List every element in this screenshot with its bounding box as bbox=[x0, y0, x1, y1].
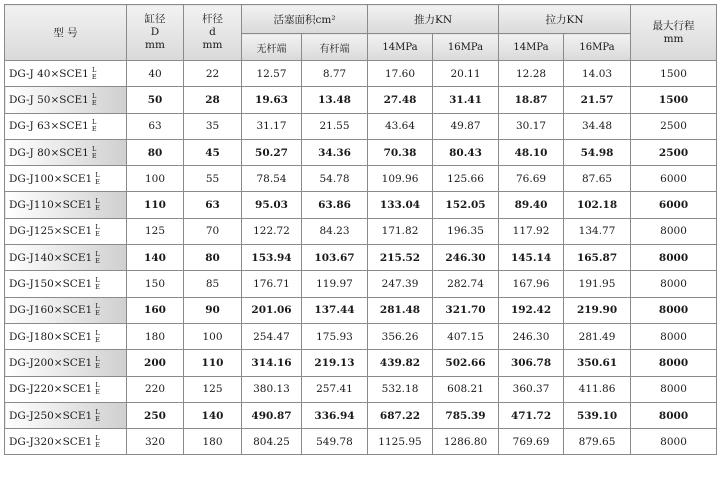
suffix-bottom: E bbox=[91, 72, 97, 81]
pull-14mpa-cell: 18.87 bbox=[499, 87, 564, 113]
table-row bbox=[5, 402, 717, 428]
table-body bbox=[5, 61, 717, 455]
push-14mpa-cell: 439.82 bbox=[368, 350, 433, 376]
suffix-bottom: E bbox=[95, 177, 100, 186]
header-rod-symbol: d bbox=[209, 26, 216, 38]
area-rodless-cell: 50.27 bbox=[242, 139, 302, 165]
pull-16mpa-cell: 14.03 bbox=[564, 61, 631, 87]
table-row bbox=[5, 166, 717, 192]
header-rod bbox=[184, 5, 242, 61]
model-suffix-options bbox=[92, 119, 97, 133]
rod-cell: 125 bbox=[184, 376, 242, 402]
push-16mpa-cell: 20.11 bbox=[433, 61, 499, 87]
pull-16mpa-cell: 21.57 bbox=[564, 87, 631, 113]
pull-14mpa-cell: 30.17 bbox=[499, 113, 564, 139]
model-code: DG-J150×SCE1 bbox=[9, 278, 93, 291]
pull-14mpa-cell: 117.92 bbox=[499, 218, 564, 244]
push-14mpa-cell: 1125.95 bbox=[368, 429, 433, 455]
pull-16mpa-cell: 219.90 bbox=[564, 297, 631, 323]
model-suffix-options bbox=[95, 277, 100, 291]
push-16mpa-cell: 321.70 bbox=[433, 297, 499, 323]
max-stroke-cell: 6000 bbox=[631, 192, 717, 218]
area-rodless-cell: 176.71 bbox=[242, 271, 302, 297]
model-suffix-options bbox=[95, 303, 100, 317]
area-rod-cell: 119.97 bbox=[302, 271, 368, 297]
area-rod-cell: 257.41 bbox=[302, 376, 368, 402]
model-code: DG-J220×SCE1 bbox=[9, 383, 93, 396]
bore-cell: 220 bbox=[127, 376, 184, 402]
table-row bbox=[5, 323, 717, 349]
area-rodless-cell: 314.16 bbox=[242, 350, 302, 376]
pull-14mpa-cell: 769.69 bbox=[499, 429, 564, 455]
suffix-bottom: E bbox=[95, 204, 100, 213]
pull-16mpa-cell: 191.95 bbox=[564, 271, 631, 297]
pull-16mpa-cell: 87.65 bbox=[564, 166, 631, 192]
bore-cell: 100 bbox=[127, 166, 184, 192]
rod-cell: 90 bbox=[184, 297, 242, 323]
max-stroke-cell: 1500 bbox=[631, 61, 717, 87]
header-bore-title: 缸径 bbox=[144, 13, 166, 25]
bore-cell: 150 bbox=[127, 271, 184, 297]
area-rodless-cell: 490.87 bbox=[242, 402, 302, 428]
header-push-force: 推力KN bbox=[368, 5, 499, 34]
bore-cell: 200 bbox=[127, 350, 184, 376]
push-14mpa-cell: 281.48 bbox=[368, 297, 433, 323]
header-rod-unit: mm bbox=[202, 39, 223, 51]
suffix-top: L bbox=[92, 65, 97, 74]
max-stroke-cell: 8000 bbox=[631, 245, 717, 271]
rod-cell: 70 bbox=[184, 218, 242, 244]
model-cell bbox=[5, 87, 127, 113]
bore-cell: 160 bbox=[127, 297, 184, 323]
area-rod-cell: 13.48 bbox=[302, 87, 368, 113]
model-cell bbox=[5, 323, 127, 349]
rod-cell: 35 bbox=[184, 113, 242, 139]
bore-cell: 320 bbox=[127, 429, 184, 455]
max-stroke-cell: 8000 bbox=[631, 297, 717, 323]
pull-16mpa-cell: 411.86 bbox=[564, 376, 631, 402]
table-row bbox=[5, 139, 717, 165]
push-14mpa-cell: 133.04 bbox=[368, 192, 433, 218]
area-rodless-cell: 201.06 bbox=[242, 297, 302, 323]
model-code: DG-J180×SCE1 bbox=[9, 330, 93, 343]
bore-cell: 50 bbox=[127, 87, 184, 113]
header-area-rod: 有杆端 bbox=[302, 34, 368, 61]
model-code: DG-J320×SCE1 bbox=[9, 435, 93, 448]
model-code: DG-J250×SCE1 bbox=[9, 409, 93, 422]
push-16mpa-cell: 196.35 bbox=[433, 218, 499, 244]
pull-16mpa-cell: 102.18 bbox=[564, 192, 631, 218]
table-row bbox=[5, 376, 717, 402]
suffix-bottom: E bbox=[95, 283, 100, 292]
max-stroke-cell: 8000 bbox=[631, 402, 717, 428]
push-14mpa-cell: 109.96 bbox=[368, 166, 433, 192]
bore-cell: 40 bbox=[127, 61, 184, 87]
suffix-bottom: E bbox=[91, 98, 97, 107]
area-rodless-cell: 12.57 bbox=[242, 61, 302, 87]
area-rod-cell: 103.67 bbox=[302, 245, 368, 271]
rod-cell: 63 bbox=[184, 192, 242, 218]
bore-cell: 110 bbox=[127, 192, 184, 218]
model-code: DG-J160×SCE1 bbox=[9, 304, 93, 317]
pull-14mpa-cell: 360.37 bbox=[499, 376, 564, 402]
table-row bbox=[5, 87, 717, 113]
model-suffix-options bbox=[95, 409, 100, 423]
suffix-bottom: E bbox=[95, 440, 100, 449]
model-cell bbox=[5, 271, 127, 297]
header-push-14mpa: 14MPa bbox=[368, 34, 433, 61]
area-rod-cell: 336.94 bbox=[302, 402, 368, 428]
table-row bbox=[5, 192, 717, 218]
header-bore bbox=[127, 5, 184, 61]
push-14mpa-cell: 70.38 bbox=[368, 139, 433, 165]
push-14mpa-cell: 247.39 bbox=[368, 271, 433, 297]
max-stroke-cell: 8000 bbox=[631, 376, 717, 402]
model-suffix-options bbox=[95, 172, 100, 186]
area-rodless-cell: 254.47 bbox=[242, 323, 302, 349]
area-rod-cell: 175.93 bbox=[302, 323, 368, 349]
area-rod-cell: 34.36 bbox=[302, 139, 368, 165]
table-row bbox=[5, 218, 717, 244]
push-14mpa-cell: 171.82 bbox=[368, 218, 433, 244]
table-row bbox=[5, 271, 717, 297]
suffix-top: L bbox=[95, 197, 100, 206]
pull-16mpa-cell: 165.87 bbox=[564, 245, 631, 271]
header-area-rodless: 无杆端 bbox=[242, 34, 302, 61]
model-cell bbox=[5, 245, 127, 271]
push-14mpa-cell: 532.18 bbox=[368, 376, 433, 402]
pull-14mpa-cell: 192.42 bbox=[499, 297, 564, 323]
bore-cell: 80 bbox=[127, 139, 184, 165]
model-cell bbox=[5, 218, 127, 244]
pull-16mpa-cell: 539.10 bbox=[564, 402, 631, 428]
push-14mpa-cell: 687.22 bbox=[368, 402, 433, 428]
area-rodless-cell: 19.63 bbox=[242, 87, 302, 113]
model-cell bbox=[5, 350, 127, 376]
header-pull-16mpa: 16MPa bbox=[564, 34, 631, 61]
header-pull-14mpa: 14MPa bbox=[499, 34, 564, 61]
area-rodless-cell: 78.54 bbox=[242, 166, 302, 192]
rod-cell: 22 bbox=[184, 61, 242, 87]
rod-cell: 28 bbox=[184, 87, 242, 113]
pull-16mpa-cell: 350.61 bbox=[564, 350, 631, 376]
header-model: 型 号 bbox=[5, 5, 127, 61]
push-16mpa-cell: 502.66 bbox=[433, 350, 499, 376]
area-rod-cell: 219.13 bbox=[302, 350, 368, 376]
push-16mpa-cell: 608.21 bbox=[433, 376, 499, 402]
pull-14mpa-cell: 76.69 bbox=[499, 166, 564, 192]
suffix-bottom: E bbox=[95, 361, 100, 370]
suffix-top: L bbox=[92, 118, 97, 127]
model-cell bbox=[5, 297, 127, 323]
model-cell bbox=[5, 192, 127, 218]
header-piston-area: 活塞面积cm² bbox=[242, 5, 368, 34]
bore-cell: 63 bbox=[127, 113, 184, 139]
table-row bbox=[5, 297, 717, 323]
header-pull-force: 拉力KN bbox=[499, 5, 631, 34]
pull-16mpa-cell: 134.77 bbox=[564, 218, 631, 244]
model-suffix-options bbox=[95, 435, 100, 449]
bore-cell: 125 bbox=[127, 218, 184, 244]
max-stroke-cell: 8000 bbox=[631, 271, 717, 297]
push-16mpa-cell: 49.87 bbox=[433, 113, 499, 139]
suffix-bottom: E bbox=[95, 414, 100, 423]
suffix-bottom: E bbox=[95, 388, 100, 397]
suffix-bottom: E bbox=[95, 309, 100, 318]
suffix-top: L bbox=[95, 407, 100, 416]
suffix-bottom: E bbox=[95, 256, 100, 265]
model-cell bbox=[5, 402, 127, 428]
suffix-bottom: E bbox=[95, 230, 100, 239]
suffix-top: L bbox=[95, 170, 100, 179]
model-cell bbox=[5, 429, 127, 455]
suffix-top: L bbox=[92, 144, 97, 153]
header-bore-symbol: D bbox=[150, 26, 160, 38]
model-code: DG-J125×SCE1 bbox=[9, 225, 93, 238]
max-stroke-cell: 2500 bbox=[631, 139, 717, 165]
push-14mpa-cell: 27.48 bbox=[368, 87, 433, 113]
pull-16mpa-cell: 54.98 bbox=[564, 139, 631, 165]
max-stroke-cell: 8000 bbox=[631, 429, 717, 455]
area-rod-cell: 137.44 bbox=[302, 297, 368, 323]
rod-cell: 45 bbox=[184, 139, 242, 165]
push-14mpa-cell: 43.64 bbox=[368, 113, 433, 139]
model-code: DG-J 63×SCE1 bbox=[9, 120, 89, 133]
area-rodless-cell: 31.17 bbox=[242, 113, 302, 139]
push-16mpa-cell: 282.74 bbox=[433, 271, 499, 297]
area-rod-cell: 549.78 bbox=[302, 429, 368, 455]
pull-16mpa-cell: 281.49 bbox=[564, 323, 631, 349]
push-16mpa-cell: 152.05 bbox=[433, 192, 499, 218]
header-bore-unit: mm bbox=[145, 39, 165, 51]
model-suffix-options bbox=[95, 330, 100, 344]
push-16mpa-cell: 125.66 bbox=[433, 166, 499, 192]
area-rod-cell: 21.55 bbox=[302, 113, 368, 139]
table-row bbox=[5, 245, 717, 271]
max-stroke-cell: 2500 bbox=[631, 113, 717, 139]
header-max-stroke bbox=[631, 5, 717, 61]
area-rodless-cell: 153.94 bbox=[242, 245, 302, 271]
suffix-top: L bbox=[95, 223, 100, 232]
model-code: DG-J140×SCE1 bbox=[9, 251, 93, 264]
suffix-top: L bbox=[95, 276, 100, 285]
suffix-bottom: E bbox=[95, 335, 100, 344]
push-16mpa-cell: 1286.80 bbox=[433, 429, 499, 455]
push-16mpa-cell: 246.30 bbox=[433, 245, 499, 271]
model-cell bbox=[5, 376, 127, 402]
model-suffix-options bbox=[95, 224, 100, 238]
pull-16mpa-cell: 34.48 bbox=[564, 113, 631, 139]
pull-14mpa-cell: 89.40 bbox=[499, 192, 564, 218]
suffix-bottom: E bbox=[91, 125, 97, 134]
area-rod-cell: 63.86 bbox=[302, 192, 368, 218]
rod-cell: 140 bbox=[184, 402, 242, 428]
model-suffix-options bbox=[92, 93, 97, 107]
bore-cell: 180 bbox=[127, 323, 184, 349]
area-rod-cell: 54.78 bbox=[302, 166, 368, 192]
model-cell bbox=[5, 166, 127, 192]
model-cell bbox=[5, 139, 127, 165]
header-rod-title: 杆径 bbox=[202, 13, 223, 25]
rod-cell: 55 bbox=[184, 166, 242, 192]
table-row bbox=[5, 113, 717, 139]
header-max-stroke-unit: mm bbox=[663, 32, 684, 45]
header-push-16mpa: 16MPa bbox=[433, 34, 499, 61]
model-code: DG-J 40×SCE1 bbox=[9, 67, 89, 80]
cylinder-spec-table bbox=[4, 4, 717, 455]
pull-14mpa-cell: 246.30 bbox=[499, 323, 564, 349]
model-code: DG-J110×SCE1 bbox=[9, 199, 93, 212]
max-stroke-cell: 8000 bbox=[631, 323, 717, 349]
pull-16mpa-cell: 879.65 bbox=[564, 429, 631, 455]
push-14mpa-cell: 17.60 bbox=[368, 61, 433, 87]
rod-cell: 80 bbox=[184, 245, 242, 271]
suffix-top: L bbox=[95, 328, 100, 337]
rod-cell: 85 bbox=[184, 271, 242, 297]
suffix-top: L bbox=[92, 91, 97, 100]
pull-14mpa-cell: 167.96 bbox=[499, 271, 564, 297]
push-14mpa-cell: 215.52 bbox=[368, 245, 433, 271]
table-row bbox=[5, 429, 717, 455]
model-code: DG-J200×SCE1 bbox=[9, 356, 93, 369]
area-rodless-cell: 804.25 bbox=[242, 429, 302, 455]
suffix-top: L bbox=[95, 302, 100, 311]
model-suffix-options bbox=[92, 67, 97, 81]
model-code: DG-J 50×SCE1 bbox=[9, 93, 89, 106]
push-14mpa-cell: 356.26 bbox=[368, 323, 433, 349]
rod-cell: 110 bbox=[184, 350, 242, 376]
model-suffix-options bbox=[95, 356, 100, 370]
model-cell bbox=[5, 61, 127, 87]
pull-14mpa-cell: 145.14 bbox=[499, 245, 564, 271]
model-suffix-options bbox=[95, 198, 100, 212]
table-row bbox=[5, 350, 717, 376]
model-cell bbox=[5, 113, 127, 139]
bore-cell: 250 bbox=[127, 402, 184, 428]
suffix-top: L bbox=[95, 381, 100, 390]
model-suffix-options bbox=[92, 146, 97, 160]
suffix-top: L bbox=[95, 433, 100, 442]
header-max-stroke-title: 最大行程 bbox=[652, 19, 695, 32]
model-suffix-options bbox=[95, 382, 100, 396]
area-rodless-cell: 122.72 bbox=[242, 218, 302, 244]
push-16mpa-cell: 31.41 bbox=[433, 87, 499, 113]
rod-cell: 100 bbox=[184, 323, 242, 349]
max-stroke-cell: 1500 bbox=[631, 87, 717, 113]
bore-cell: 140 bbox=[127, 245, 184, 271]
suffix-bottom: E bbox=[91, 151, 97, 160]
pull-14mpa-cell: 306.78 bbox=[499, 350, 564, 376]
rod-cell: 180 bbox=[184, 429, 242, 455]
area-rodless-cell: 380.13 bbox=[242, 376, 302, 402]
area-rod-cell: 84.23 bbox=[302, 218, 368, 244]
table-row bbox=[5, 61, 717, 87]
pull-14mpa-cell: 48.10 bbox=[499, 139, 564, 165]
max-stroke-cell: 6000 bbox=[631, 166, 717, 192]
suffix-top: L bbox=[95, 354, 100, 363]
area-rod-cell: 8.77 bbox=[302, 61, 368, 87]
push-16mpa-cell: 785.39 bbox=[433, 402, 499, 428]
model-code: DG-J100×SCE1 bbox=[9, 172, 93, 185]
push-16mpa-cell: 407.15 bbox=[433, 323, 499, 349]
push-16mpa-cell: 80.43 bbox=[433, 139, 499, 165]
pull-14mpa-cell: 12.28 bbox=[499, 61, 564, 87]
pull-14mpa-cell: 471.72 bbox=[499, 402, 564, 428]
area-rodless-cell: 95.03 bbox=[242, 192, 302, 218]
suffix-top: L bbox=[95, 249, 100, 258]
max-stroke-cell: 8000 bbox=[631, 350, 717, 376]
model-suffix-options bbox=[95, 251, 100, 265]
max-stroke-cell: 8000 bbox=[631, 218, 717, 244]
model-code: DG-J 80×SCE1 bbox=[9, 146, 89, 159]
